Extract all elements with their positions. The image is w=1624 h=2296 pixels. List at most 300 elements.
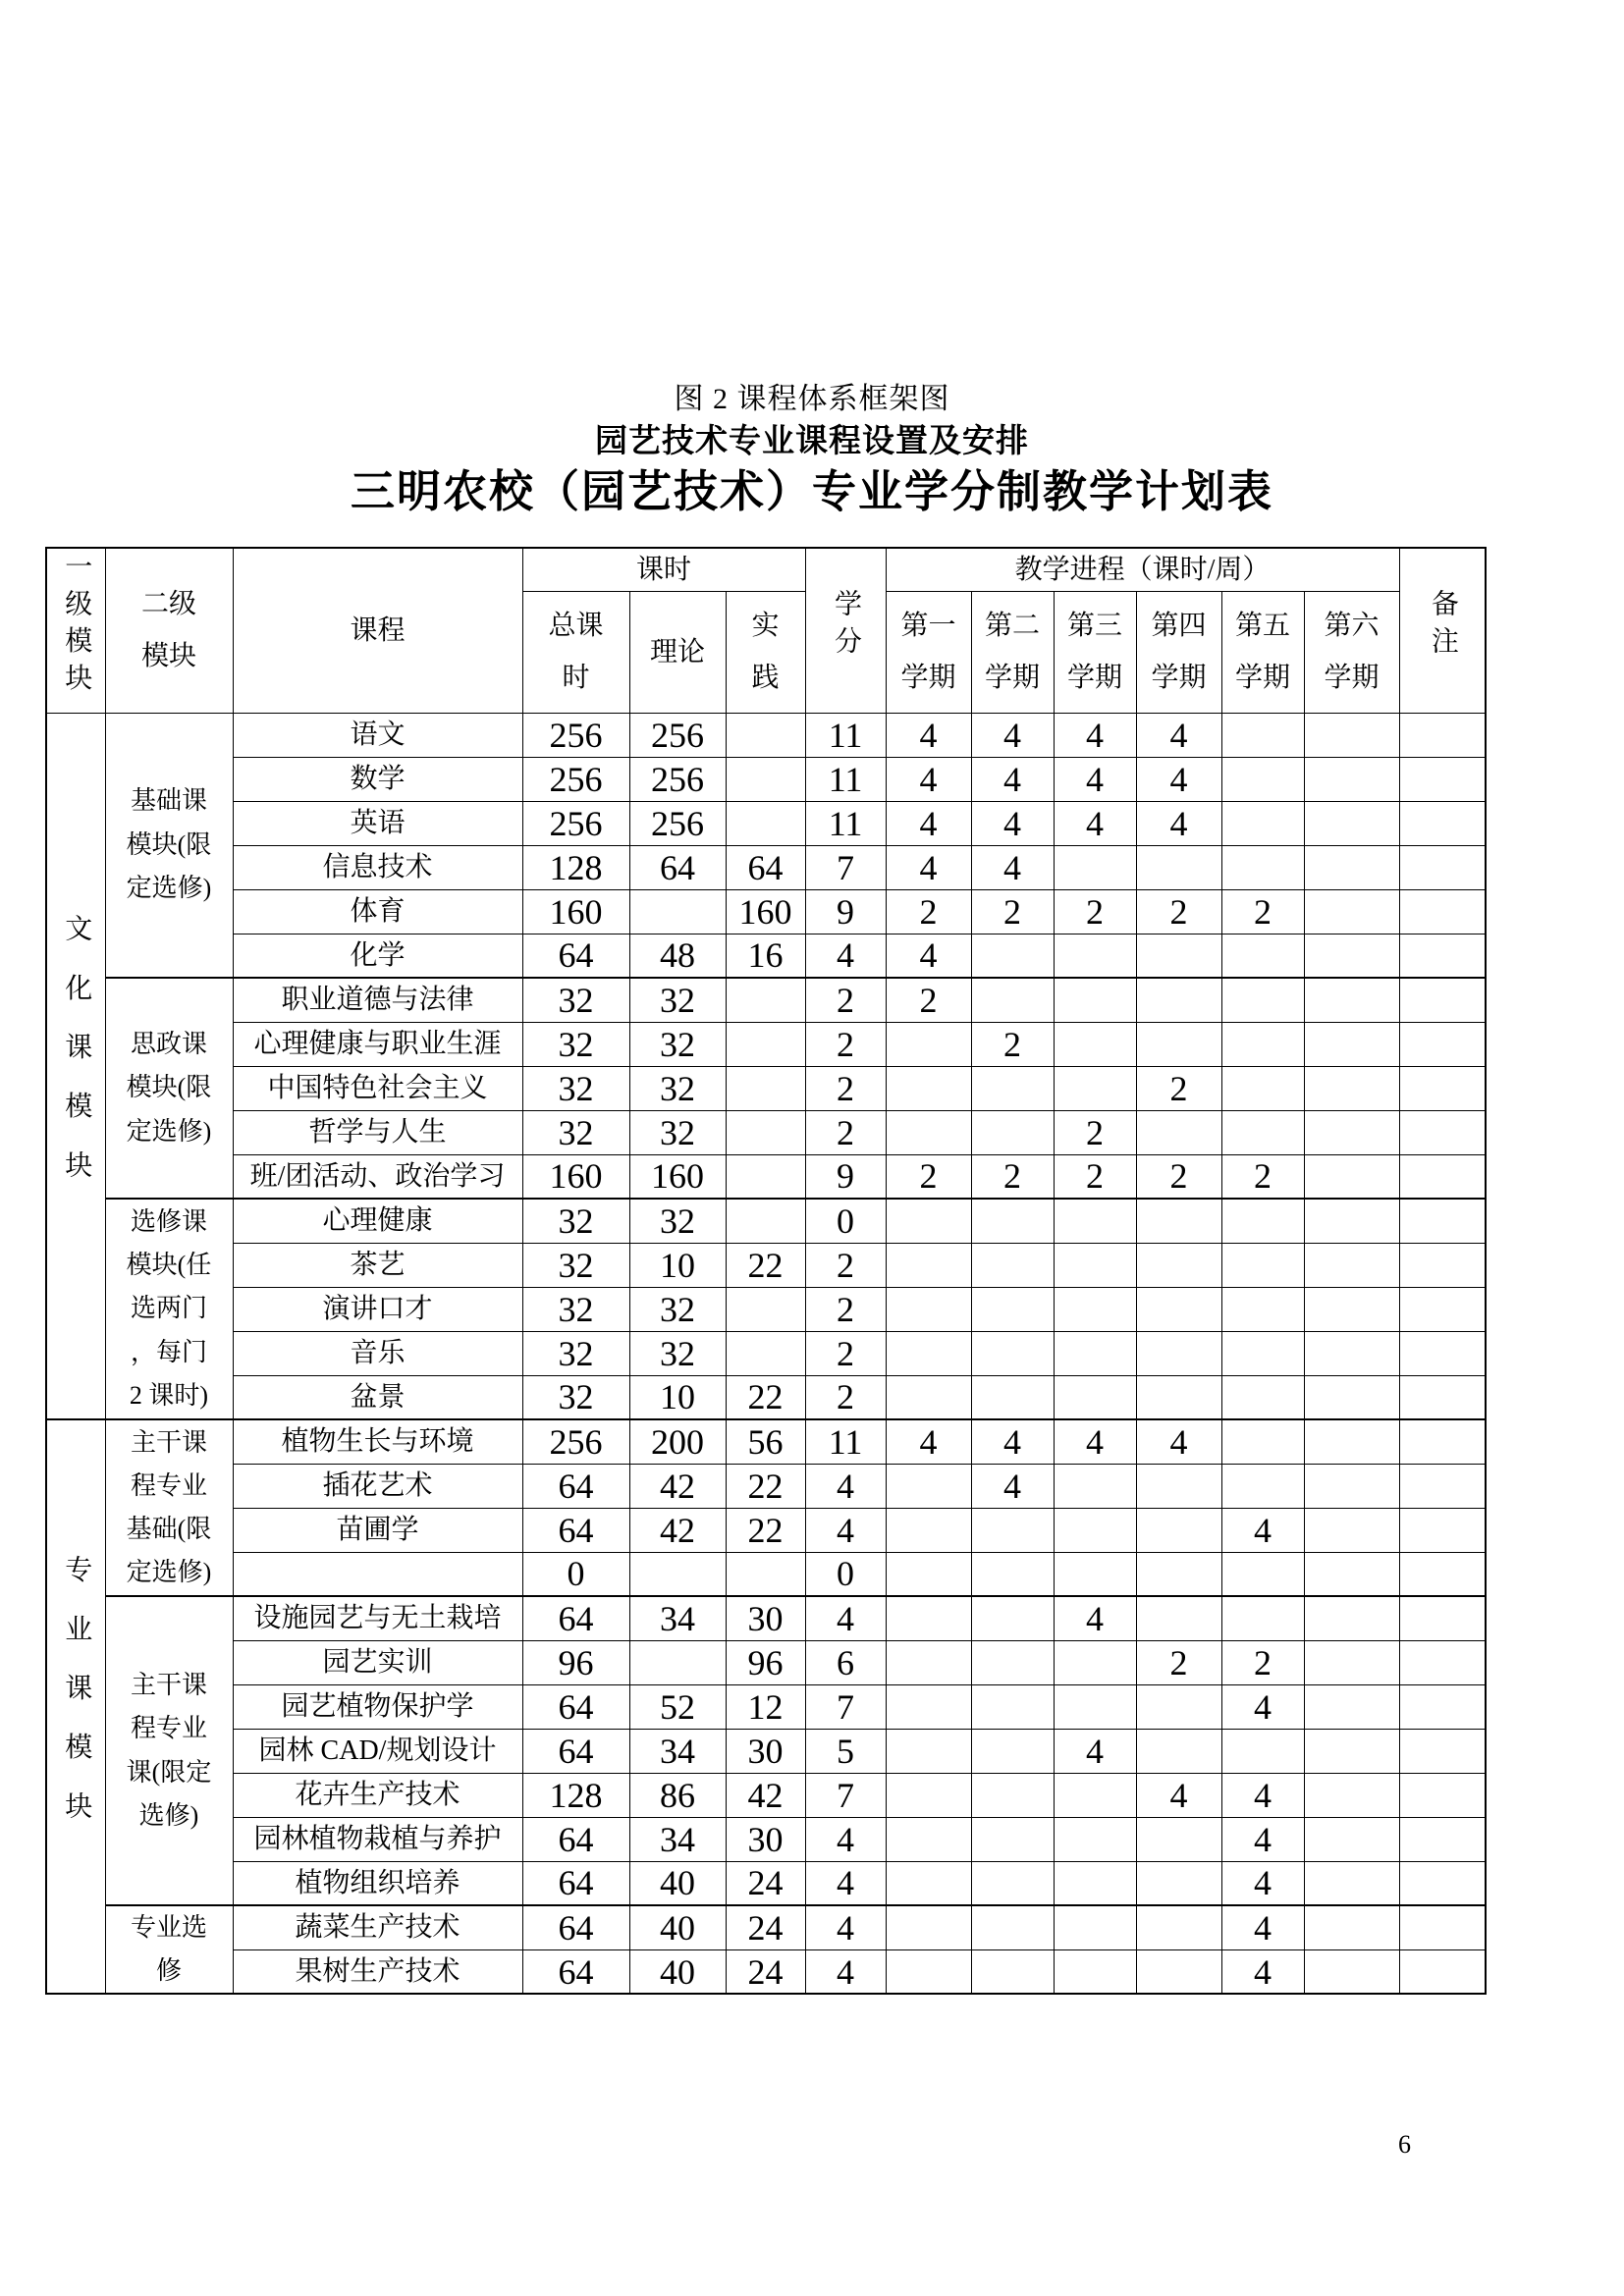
course-name-cell: 设施园艺与无土栽培 (233, 1596, 522, 1640)
sem3-cell: 2 (1054, 1154, 1136, 1199)
note-cell (1399, 1287, 1486, 1331)
header-sem4 (1136, 591, 1221, 713)
sem1-cell (886, 1066, 971, 1110)
sem3-cell: 4 (1054, 757, 1136, 801)
sem2-cell: 4 (971, 1464, 1054, 1508)
theory-hours-cell: 40 (629, 1949, 726, 1994)
sem6-cell (1304, 713, 1399, 757)
note-cell (1399, 1022, 1486, 1066)
table-row (46, 1729, 1486, 1773)
header-credits-text: 学分 (831, 588, 862, 664)
practice-hours-cell: 22 (726, 1508, 805, 1552)
table-row (46, 1110, 1486, 1154)
sem5-cell (1221, 1243, 1304, 1287)
header-level2-text: 二级模块 (140, 589, 196, 672)
sem5-cell (1221, 1464, 1304, 1508)
note-cell (1399, 1861, 1486, 1905)
table-row (46, 1066, 1486, 1110)
header-practice-text: 实践 (751, 610, 780, 693)
sem5-cell (1221, 1022, 1304, 1066)
sem1-cell (886, 1729, 971, 1773)
sem1-cell (886, 1508, 971, 1552)
sem4-cell (1136, 1729, 1221, 1773)
sem5-cell (1221, 845, 1304, 889)
course-name-cell: 园林 CAD/规划设计 (233, 1729, 522, 1773)
theory-hours-cell: 10 (629, 1375, 726, 1419)
sem2-cell (971, 1861, 1054, 1905)
sem4-cell: 2 (1136, 1066, 1221, 1110)
note-cell (1399, 1817, 1486, 1861)
note-cell (1399, 1552, 1486, 1596)
credits-cell: 2 (805, 1287, 886, 1331)
sem2-cell (971, 1110, 1054, 1154)
total-hours-cell: 32 (522, 978, 629, 1022)
table-row (46, 845, 1486, 889)
sem3-cell (1054, 1287, 1136, 1331)
sem4-cell (1136, 1508, 1221, 1552)
practice-hours-cell: 12 (726, 1684, 805, 1729)
sem6-cell (1304, 1375, 1399, 1419)
note-cell (1399, 1905, 1486, 1949)
level2-module-cell-text: 主干课程专业课(限定选修) (126, 1671, 212, 1830)
theory-hours-cell: 86 (629, 1773, 726, 1817)
sem1-cell (886, 1552, 971, 1596)
header-progress-group: 教学进程（课时/周） (886, 548, 1399, 591)
table-row (46, 1773, 1486, 1817)
course-name-cell: 园艺植物保护学 (233, 1684, 522, 1729)
note-cell (1399, 1110, 1486, 1154)
sem3-cell (1054, 1552, 1136, 1596)
table-row (46, 1022, 1486, 1066)
practice-hours-cell: 160 (726, 889, 805, 934)
sem3-cell: 4 (1054, 1419, 1136, 1464)
sem4-cell (1136, 1331, 1221, 1375)
practice-hours-cell: 24 (726, 1905, 805, 1949)
header-sem5 (1221, 591, 1304, 713)
practice-hours-cell (726, 1287, 805, 1331)
sem3-cell (1054, 1905, 1136, 1949)
course-name-cell: 茶艺 (233, 1243, 522, 1287)
sem1-cell (886, 1331, 971, 1375)
header-practice (726, 591, 805, 713)
theory-hours-cell: 34 (629, 1817, 726, 1861)
table-row (46, 1640, 1486, 1684)
sem6-cell (1304, 934, 1399, 978)
sem1-cell (886, 1375, 971, 1419)
course-name-cell: 音乐 (233, 1331, 522, 1375)
sem2-cell (971, 1375, 1054, 1419)
sem1-cell (886, 1949, 971, 1994)
sem6-cell (1304, 757, 1399, 801)
sem6-cell (1304, 978, 1399, 1022)
sem5-cell: 4 (1221, 1905, 1304, 1949)
sem3-cell (1054, 1022, 1136, 1066)
table-row (46, 1552, 1486, 1596)
table-row (46, 1287, 1486, 1331)
sem2-cell: 4 (971, 713, 1054, 757)
course-name-cell: 蔬菜生产技术 (233, 1905, 522, 1949)
practice-hours-cell: 64 (726, 845, 805, 889)
header-sem3 (1054, 591, 1136, 713)
sem1-cell (886, 1640, 971, 1684)
practice-hours-cell (726, 978, 805, 1022)
total-hours-cell: 64 (522, 934, 629, 978)
total-hours-cell: 32 (522, 1110, 629, 1154)
practice-hours-cell: 30 (726, 1596, 805, 1640)
sem6-cell (1304, 889, 1399, 934)
total-hours-cell: 64 (522, 1949, 629, 1994)
sem6-cell (1304, 1861, 1399, 1905)
sem3-cell (1054, 1640, 1136, 1684)
page-title: 三明农校（园艺技术）专业学分制教学计划表 (350, 467, 1273, 516)
sem3-cell (1054, 1684, 1136, 1729)
sem1-cell (886, 1243, 971, 1287)
sem3-cell (1054, 1199, 1136, 1243)
course-name-cell: 语文 (233, 713, 522, 757)
header-level1-text: 一级模块 (61, 552, 92, 701)
sem5-cell: 4 (1221, 1684, 1304, 1729)
note-cell (1399, 1684, 1486, 1729)
credits-cell: 11 (805, 713, 886, 757)
sem2-cell (971, 1817, 1054, 1861)
sem1-cell (886, 1684, 971, 1729)
theory-hours-cell (629, 889, 726, 934)
sem5-cell (1221, 1331, 1304, 1375)
header-sem2 (971, 591, 1054, 713)
sem1-cell (886, 1861, 971, 1905)
sem2-cell (971, 1596, 1054, 1640)
theory-hours-cell: 256 (629, 801, 726, 845)
sem4-cell (1136, 1817, 1221, 1861)
sem4-cell: 4 (1136, 1419, 1221, 1464)
table-row (46, 934, 1486, 978)
sem5-cell (1221, 934, 1304, 978)
total-hours-cell: 32 (522, 1331, 629, 1375)
total-hours-cell: 160 (522, 889, 629, 934)
sem6-cell (1304, 1331, 1399, 1375)
sem3-cell (1054, 1861, 1136, 1905)
sem4-cell (1136, 1861, 1221, 1905)
sem2-cell (971, 1331, 1054, 1375)
table-row (46, 1817, 1486, 1861)
table-row (46, 713, 1486, 757)
sem3-cell (1054, 934, 1136, 978)
sem4-cell: 2 (1136, 889, 1221, 934)
note-cell (1399, 1331, 1486, 1375)
sem4-cell (1136, 978, 1221, 1022)
theory-hours-cell: 32 (629, 1331, 726, 1375)
table-row (46, 1596, 1486, 1640)
credits-cell: 11 (805, 801, 886, 845)
note-cell (1399, 1640, 1486, 1684)
sem2-cell (971, 1199, 1054, 1243)
sem4-cell (1136, 1199, 1221, 1243)
total-hours-cell: 64 (522, 1861, 629, 1905)
sem5-cell (1221, 713, 1304, 757)
sem2-cell (971, 1066, 1054, 1110)
sem6-cell (1304, 1066, 1399, 1110)
theory-hours-cell (629, 1640, 726, 1684)
credits-cell: 0 (805, 1552, 886, 1596)
total-hours-cell: 64 (522, 1729, 629, 1773)
table-row (46, 1861, 1486, 1905)
sem3-cell (1054, 1243, 1136, 1287)
figure-caption: 图 2 课程体系框架图 (674, 383, 950, 415)
course-name-cell: 插花艺术 (233, 1464, 522, 1508)
sem6-cell (1304, 1199, 1399, 1243)
sem1-cell: 2 (886, 1154, 971, 1199)
sem5-cell (1221, 757, 1304, 801)
sem6-cell (1304, 1287, 1399, 1331)
table-row (46, 1905, 1486, 1949)
theory-hours-cell: 32 (629, 1199, 726, 1243)
sem5-cell (1221, 801, 1304, 845)
level2-module-cell (105, 1199, 233, 1419)
practice-hours-cell: 16 (726, 934, 805, 978)
table-row (46, 1199, 1486, 1243)
sem1-cell: 4 (886, 713, 971, 757)
sem5-cell: 4 (1221, 1773, 1304, 1817)
note-cell (1399, 1773, 1486, 1817)
note-cell (1399, 1154, 1486, 1199)
table-row (46, 1508, 1486, 1552)
total-hours-cell: 256 (522, 1419, 629, 1464)
header-total-hours (522, 591, 629, 713)
sem3-cell (1054, 1773, 1136, 1817)
credits-cell: 7 (805, 1773, 886, 1817)
theory-hours-cell: 32 (629, 978, 726, 1022)
sem3-cell: 4 (1054, 1596, 1136, 1640)
note-cell (1399, 801, 1486, 845)
course-name-cell: 数学 (233, 757, 522, 801)
course-name-cell: 班/团活动、政治学习 (233, 1154, 522, 1199)
course-name-cell: 园艺实训 (233, 1640, 522, 1684)
theory-hours-cell: 52 (629, 1684, 726, 1729)
note-cell (1399, 1464, 1486, 1508)
total-hours-cell: 32 (522, 1287, 629, 1331)
credits-cell: 4 (805, 1905, 886, 1949)
sem4-cell (1136, 845, 1221, 889)
credits-cell: 2 (805, 1375, 886, 1419)
credits-cell: 4 (805, 934, 886, 978)
sem4-cell: 2 (1136, 1640, 1221, 1684)
sem6-cell (1304, 1729, 1399, 1773)
theory-hours-cell: 64 (629, 845, 726, 889)
practice-hours-cell: 30 (726, 1729, 805, 1773)
theory-hours-cell: 256 (629, 757, 726, 801)
sem1-cell (886, 1596, 971, 1640)
practice-hours-cell (726, 1552, 805, 1596)
sem4-cell (1136, 1464, 1221, 1508)
sem4-cell (1136, 1375, 1221, 1419)
header-level2-module (105, 548, 233, 713)
sem4-cell: 4 (1136, 1773, 1221, 1817)
credits-cell: 2 (805, 1110, 886, 1154)
sem4-cell (1136, 934, 1221, 978)
level2-module-cell (105, 1596, 233, 1905)
sem6-cell (1304, 1508, 1399, 1552)
sem3-cell (1054, 845, 1136, 889)
practice-hours-cell (726, 1199, 805, 1243)
total-hours-cell: 64 (522, 1596, 629, 1640)
header-sem1-text: 第一学期 (900, 610, 956, 693)
sem6-cell (1304, 1154, 1399, 1199)
sem1-cell (886, 1464, 971, 1508)
theory-hours-cell: 10 (629, 1243, 726, 1287)
sem5-cell: 4 (1221, 1817, 1304, 1861)
sem1-cell: 2 (886, 978, 971, 1022)
course-name-cell: 信息技术 (233, 845, 522, 889)
header-sem2-text: 第二学期 (985, 610, 1041, 693)
sem5-cell: 4 (1221, 1861, 1304, 1905)
sem6-cell (1304, 1949, 1399, 1994)
sem1-cell (886, 1905, 971, 1949)
course-name-cell: 苗圃学 (233, 1508, 522, 1552)
sem6-cell (1304, 1905, 1399, 1949)
level1-module-cell (46, 713, 105, 1419)
sem5-cell: 4 (1221, 1949, 1304, 1994)
sem6-cell (1304, 1773, 1399, 1817)
theory-hours-cell: 34 (629, 1596, 726, 1640)
course-name-cell: 体育 (233, 889, 522, 934)
sem2-cell (971, 978, 1054, 1022)
total-hours-cell: 256 (522, 801, 629, 845)
practice-hours-cell: 30 (726, 1817, 805, 1861)
level2-module-cell-text: 专业选修 (130, 1913, 207, 1986)
course-name-cell: 盆景 (233, 1375, 522, 1419)
credits-cell: 5 (805, 1729, 886, 1773)
theory-hours-cell: 32 (629, 1022, 726, 1066)
practice-hours-cell (726, 713, 805, 757)
sem4-cell: 4 (1136, 801, 1221, 845)
sem1-cell (886, 1199, 971, 1243)
total-hours-cell: 32 (522, 1199, 629, 1243)
course-name-cell: 化学 (233, 934, 522, 978)
sem3-cell: 4 (1054, 801, 1136, 845)
total-hours-cell: 0 (522, 1552, 629, 1596)
sem1-cell: 2 (886, 889, 971, 934)
sem5-cell: 2 (1221, 1154, 1304, 1199)
sem6-cell (1304, 1243, 1399, 1287)
level2-module-cell (105, 978, 233, 1199)
course-name-cell (233, 1552, 522, 1596)
table-row (46, 1243, 1486, 1287)
header-course: 课程 (233, 548, 522, 713)
practice-hours-cell (726, 757, 805, 801)
sem1-cell (886, 1773, 971, 1817)
sem6-cell (1304, 1684, 1399, 1729)
sem1-cell: 4 (886, 1419, 971, 1464)
note-cell (1399, 1729, 1486, 1773)
level2-module-cell (105, 713, 233, 978)
course-name-cell: 演讲口才 (233, 1287, 522, 1331)
sem5-cell (1221, 1596, 1304, 1640)
course-name-cell: 英语 (233, 801, 522, 845)
sem3-cell (1054, 1949, 1136, 1994)
level2-module-cell-text: 思政课模块(限定选修) (126, 1030, 212, 1146)
total-hours-cell: 32 (522, 1066, 629, 1110)
note-cell (1399, 978, 1486, 1022)
credits-cell: 9 (805, 889, 886, 934)
sem6-cell (1304, 1419, 1399, 1464)
sem5-cell (1221, 1110, 1304, 1154)
course-name-cell: 中国特色社会主义 (233, 1066, 522, 1110)
sem2-cell (971, 1905, 1054, 1949)
sem4-cell (1136, 1243, 1221, 1287)
sem5-cell (1221, 1066, 1304, 1110)
sem6-cell (1304, 1110, 1399, 1154)
sem1-cell (886, 1287, 971, 1331)
page-number: 6 (1398, 2130, 1411, 2159)
sem2-cell (971, 1729, 1054, 1773)
sem5-cell (1221, 1419, 1304, 1464)
credits-cell: 7 (805, 845, 886, 889)
note-cell (1399, 1066, 1486, 1110)
practice-hours-cell: 24 (726, 1949, 805, 1994)
course-name-cell: 植物生长与环境 (233, 1419, 522, 1464)
note-cell (1399, 1419, 1486, 1464)
sem5-cell (1221, 978, 1304, 1022)
table-header (46, 548, 1486, 713)
header-notes (1399, 548, 1486, 713)
level2-module-cell-text: 基础课模块(限定选修) (126, 786, 212, 902)
table-row (46, 1949, 1486, 1994)
sem6-cell (1304, 1640, 1399, 1684)
total-hours-cell: 32 (522, 1243, 629, 1287)
course-name-cell: 花卉生产技术 (233, 1773, 522, 1817)
sem5-cell (1221, 1287, 1304, 1331)
credits-cell: 4 (805, 1949, 886, 1994)
credits-cell: 4 (805, 1508, 886, 1552)
header-sem5-text: 第五学期 (1235, 610, 1291, 693)
theory-hours-cell: 256 (629, 713, 726, 757)
sem2-cell: 4 (971, 801, 1054, 845)
total-hours-cell: 32 (522, 1022, 629, 1066)
theory-hours-cell: 42 (629, 1464, 726, 1508)
table-row (46, 801, 1486, 845)
sem3-cell (1054, 1066, 1136, 1110)
sem5-cell (1221, 1552, 1304, 1596)
sem2-cell: 4 (971, 845, 1054, 889)
sem4-cell (1136, 1022, 1221, 1066)
practice-hours-cell (726, 1331, 805, 1375)
sem5-cell: 4 (1221, 1508, 1304, 1552)
credits-cell: 11 (805, 1419, 886, 1464)
theory-hours-cell: 200 (629, 1419, 726, 1464)
header-credits (805, 548, 886, 713)
practice-hours-cell (726, 801, 805, 845)
practice-hours-cell (726, 1022, 805, 1066)
sem1-cell (886, 1817, 971, 1861)
theory-hours-cell: 32 (629, 1066, 726, 1110)
credits-cell: 2 (805, 1331, 886, 1375)
note-cell (1399, 713, 1486, 757)
sem2-cell (971, 1684, 1054, 1729)
sem2-cell: 2 (971, 889, 1054, 934)
level2-module-cell (105, 1419, 233, 1596)
sem5-cell (1221, 1199, 1304, 1243)
note-cell (1399, 1508, 1486, 1552)
level2-module-cell-text: 主干课程专业基础(限定选修) (126, 1427, 212, 1587)
credits-cell: 4 (805, 1464, 886, 1508)
course-name-cell: 职业道德与法律 (233, 978, 522, 1022)
course-name-cell: 哲学与人生 (233, 1110, 522, 1154)
total-hours-cell: 64 (522, 1464, 629, 1508)
header-sem6 (1304, 591, 1399, 713)
sem2-cell: 4 (971, 757, 1054, 801)
sem3-cell (1054, 1508, 1136, 1552)
sem1-cell: 4 (886, 757, 971, 801)
